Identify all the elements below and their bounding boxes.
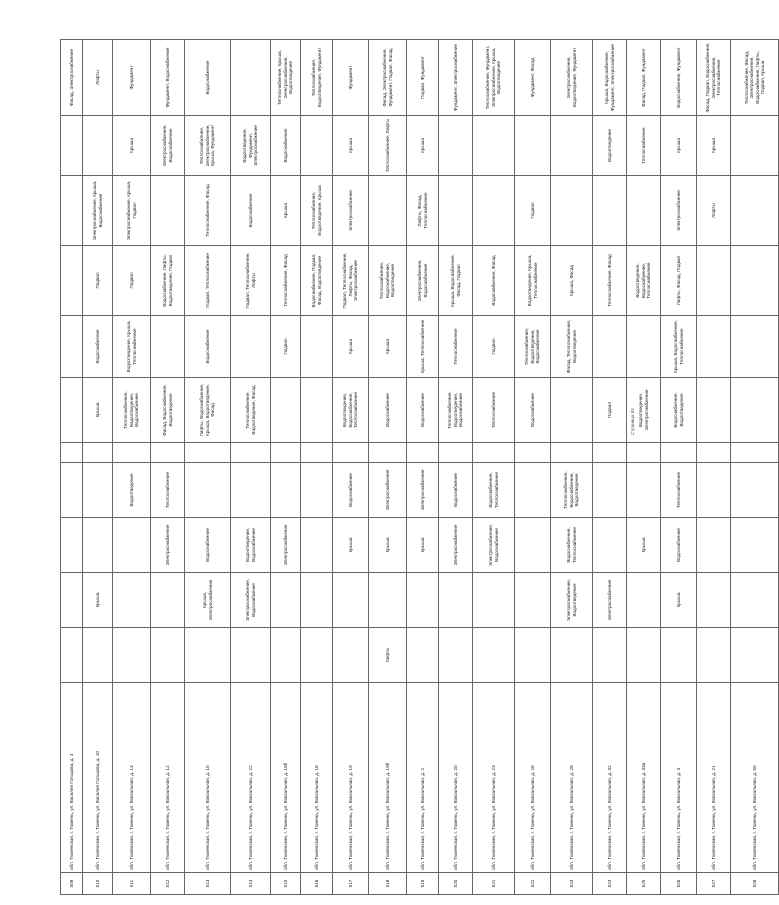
work-cell: Водоотведение — [113, 463, 151, 518]
work-cell: Подвал — [271, 316, 301, 378]
work-cell — [231, 443, 271, 463]
work-cell — [271, 443, 301, 463]
work-cell — [61, 573, 83, 628]
table-row — [301, 40, 333, 895]
table-row — [473, 40, 515, 895]
work-cell: Водоотведение — [593, 116, 627, 176]
work-cell — [515, 463, 551, 518]
work-cell — [731, 176, 779, 246]
row-number: 525 — [627, 873, 661, 895]
work-cell: Электроснабжение, Водоотведение, Фундамент — [551, 40, 593, 116]
page-number: Страница 83 — [630, 408, 635, 435]
work-cell — [551, 443, 593, 463]
work-cell: Теплоснабжение, Фундамент, Электроснабжение, Крыша, Водоотведение — [473, 40, 515, 116]
work-cell — [697, 316, 731, 378]
work-cell — [551, 378, 593, 443]
work-cell: Водоснабжение, Подвал, Фасад, Водоотведение — [301, 246, 333, 316]
work-cell — [697, 378, 731, 443]
work-cell: Лифты — [369, 628, 407, 683]
work-cell: Водоснабжение — [83, 316, 113, 378]
work-cell: Фундамент — [113, 40, 151, 116]
work-cell — [407, 443, 439, 463]
work-cell — [593, 463, 627, 518]
work-cell: Водоснабжение — [271, 116, 301, 176]
work-cell — [627, 573, 661, 628]
address-cell: обл. Тюменская, г. Тюмень, ул. Вокзальная, д. 19 — [333, 683, 369, 873]
work-cell: Лифты — [83, 40, 113, 116]
work-cell: Подвал, Теплоснабжение, Лифты, Фасад, Электроснабжение — [333, 246, 369, 316]
work-cell: Электроснабжение — [369, 463, 407, 518]
work-cell: Подвал — [113, 246, 151, 316]
address-cell: обл. Тюменская, г. Тюмень, ул. Вокзальная, д. 21 — [697, 683, 731, 873]
work-cell: Водоснабжение, Фасад — [473, 246, 515, 316]
work-cell: Водоснабжение — [231, 176, 271, 246]
table-row — [61, 40, 83, 895]
table-row — [697, 40, 731, 895]
work-cell: Теплоснабжение, Водоснабжение, Водоотведение — [551, 463, 593, 518]
work-cell: Водоснабжение, Фундамент — [661, 40, 697, 116]
row-number: 516 — [301, 873, 333, 895]
work-cell: Теплоснабжение, Водоотведение, Крыша — [301, 176, 333, 246]
work-cell: Фасад, Подвал, Фундамент — [627, 40, 661, 116]
address-cell: обл. Тюменская, г. Тюмень, ул. Вокзальная, д. 15 — [185, 683, 231, 873]
work-cell — [593, 518, 627, 573]
work-cell — [61, 443, 83, 463]
work-cell: Крыша — [333, 316, 369, 378]
row-number: 528 — [731, 873, 779, 895]
work-cell — [515, 573, 551, 628]
work-cell: Фундамент, Водоснабжение — [151, 40, 185, 116]
address-cell: обл. Тюменская, г. Тюмень, ул. Вокзальная, д. 23 — [473, 683, 515, 873]
work-cell — [61, 176, 83, 246]
work-cell: Теплоснабжение, Крыша, Электроснабжение, Водоотведение — [271, 40, 301, 116]
work-cell: Водоснабжение — [661, 518, 697, 573]
work-cell: Подвал — [515, 176, 551, 246]
work-cell — [185, 443, 231, 463]
work-cell — [61, 463, 83, 518]
work-cell: Теплоснабжение — [661, 463, 697, 518]
work-cell: Водоснабжение, Теплоснабжение — [473, 463, 515, 518]
work-cell: Водоснабжение — [515, 378, 551, 443]
work-cell: Водоотведение, Фундамент, Электроснабжение — [231, 116, 271, 176]
work-cell — [271, 573, 301, 628]
work-cell: Водоснабжение, Водоотведение — [661, 378, 697, 443]
work-cell — [697, 443, 731, 463]
work-cell: Лифты, Фасад, Подвал — [661, 246, 697, 316]
work-cell: Водоснабжение, Лифты, Водоотведение, Подвал — [151, 246, 185, 316]
row-number: 521 — [473, 873, 515, 895]
address-cell: обл. Тюменская, г. Тюмень, ул. Вокзальная, д. 19б — [369, 683, 407, 873]
work-cell: Электроснабжение — [271, 518, 301, 573]
work-cell: Электроснабжение — [151, 518, 185, 573]
work-cell: Теплоснабжение, Водоотведение, Фундамент — [301, 40, 333, 116]
work-cell: Электроснабжение — [661, 176, 697, 246]
work-cell: Крыша, Теплоснабжение — [407, 316, 439, 378]
work-cell: Электроснабжение, Водоснабжение — [231, 573, 271, 628]
work-cell: Крыша, Водоснабжение, Теплоснабжение — [661, 316, 697, 378]
work-cell — [551, 176, 593, 246]
work-cell — [731, 378, 779, 443]
work-cell: Электроснабжение — [593, 573, 627, 628]
address-cell: обл. Тюменская, г. Тюмень, ул. Вокзальная, д. 18 — [301, 683, 333, 873]
work-cell — [185, 463, 231, 518]
work-cell: Крыша, Электроснабжение — [185, 573, 231, 628]
work-cell — [301, 573, 333, 628]
work-cell: Теплоснабжение, Фасад, Электроснабжение, Водоснабжение, Лифты, Подвал, Крыша — [731, 40, 779, 116]
work-cell — [439, 628, 473, 683]
work-cell: Водоснабжение — [333, 463, 369, 518]
work-cell: Крыша — [83, 378, 113, 443]
work-cell: Крыша — [369, 316, 407, 378]
work-cell — [231, 40, 271, 116]
work-cell — [473, 116, 515, 176]
table-row — [151, 40, 185, 895]
work-cell: Подвал — [473, 316, 515, 378]
work-cell — [439, 116, 473, 176]
table-row — [83, 40, 113, 895]
row-number: 511 — [113, 873, 151, 895]
work-cell: Теплоснабжение, Водоотведение, Водоснабжение — [515, 316, 551, 378]
row-number: 512 — [151, 873, 185, 895]
work-cell — [515, 443, 551, 463]
work-cell: Теплоснабжение, Водоотведение, Водоснабжение — [439, 378, 473, 443]
work-cell: Теплоснабжение — [627, 116, 661, 176]
work-cell — [551, 628, 593, 683]
table-row — [271, 40, 301, 895]
work-cell — [515, 116, 551, 176]
work-cell: Крыша — [661, 573, 697, 628]
work-cell — [83, 518, 113, 573]
work-cell: Водоснабжение, Теплоснабжение — [551, 518, 593, 573]
work-cell: Крыша, Водоснабжение, Фасад, Подвал — [439, 246, 473, 316]
work-cell: Электроснабжение, Водоотведение — [551, 573, 593, 628]
work-cell — [151, 316, 185, 378]
work-cell — [231, 628, 271, 683]
work-cell: Теплоснабжение, Фасад — [185, 176, 231, 246]
work-cell: Теплоснабжение, Фасад — [271, 246, 301, 316]
work-cell — [407, 573, 439, 628]
work-cell: Крыша — [407, 116, 439, 176]
work-cell: Крыша — [333, 116, 369, 176]
work-cell — [439, 443, 473, 463]
work-cell: Подвал, Теплоснабжение, Лифты — [231, 246, 271, 316]
row-number: 526 — [661, 873, 697, 895]
work-cell: Лифты — [697, 176, 731, 246]
work-cell — [271, 463, 301, 518]
work-cell — [333, 573, 369, 628]
work-cell: Подвал, Фундамент — [407, 40, 439, 116]
table-row — [731, 40, 779, 895]
work-cell: Подвал — [83, 246, 113, 316]
work-cell — [593, 316, 627, 378]
table-row — [551, 40, 593, 895]
work-cell — [61, 378, 83, 443]
work-cell: Фундамент, Фасад — [515, 40, 551, 116]
work-cell: Фундамент, Электроснабжение — [439, 40, 473, 116]
work-cell: Водоснабжение — [369, 378, 407, 443]
table-row — [185, 40, 231, 895]
work-cell: Электроснабжение, Водоснабжение — [473, 518, 515, 573]
work-cell: Электроснабжение, Водоснабжение — [407, 246, 439, 316]
row-number: 515 — [271, 873, 301, 895]
work-cell — [731, 628, 779, 683]
work-cell — [151, 573, 185, 628]
work-cell — [661, 443, 697, 463]
work-cell: Фундамент — [333, 40, 369, 116]
work-cell — [439, 573, 473, 628]
work-cell — [83, 463, 113, 518]
work-cell — [627, 443, 661, 463]
address-cell: обл. Тюменская, г. Тюмень, ул. Василия Гольцова, д. 10 — [83, 683, 113, 873]
work-cell: Теплоснабжение — [151, 463, 185, 518]
work-cell — [593, 176, 627, 246]
work-cell — [473, 176, 515, 246]
row-number: 513 — [185, 873, 231, 895]
work-cell: Лифты, Водоснабжение, Крыша, Водоотведение, Фасад — [185, 378, 231, 443]
work-cell — [593, 443, 627, 463]
work-cell — [113, 573, 151, 628]
address-cell: обл. Тюменская, г. Тюмень, ул. Вокзальная, д. 22 — [231, 683, 271, 873]
work-cell — [369, 443, 407, 463]
row-number: 509 — [61, 873, 83, 895]
work-cell: Крыша, Водоснабжение, Фундамент, Электроснабжение — [593, 40, 627, 116]
address-cell: обл. Тюменская, г. Тюмень, ул. Вокзальная, д. 14 — [113, 683, 151, 873]
address-cell: обл. Тюменская, г. Тюмень, ул. Вокзальная, д. 20 — [439, 683, 473, 873]
row-number: 514 — [231, 873, 271, 895]
work-cell — [83, 628, 113, 683]
work-cell: Водоснабжение — [185, 40, 231, 116]
work-cell: Крыша — [271, 176, 301, 246]
table-row — [369, 40, 407, 895]
work-cell — [301, 116, 333, 176]
work-cell — [113, 628, 151, 683]
address-cell: обл. Тюменская, г. Тюмень, ул. Вокзальная, д. 4 — [661, 683, 697, 873]
work-cell: Крыша — [407, 518, 439, 573]
work-cell — [113, 518, 151, 573]
work-cell — [731, 463, 779, 518]
table-row — [333, 40, 369, 895]
work-cell: Фасад, Теплоснабжение, Водоотведение — [551, 316, 593, 378]
work-cell: Теплоснабжение, Водоснабжение, Водоотведение — [369, 246, 407, 316]
work-cell: Водоотведение, Крыша, Теплоснабжение — [113, 316, 151, 378]
address-cell: обл. Тюменская, г. Тюмень, ул. Вокзальная, д. 2 — [407, 683, 439, 873]
work-cell — [369, 573, 407, 628]
work-cell — [627, 316, 661, 378]
work-cell — [731, 518, 779, 573]
work-cell — [731, 246, 779, 316]
row-number: 520 — [439, 873, 473, 895]
work-cell — [333, 628, 369, 683]
work-cell — [697, 246, 731, 316]
work-cell: Водоотведение, Электроснабжение — [627, 378, 661, 443]
work-cell — [61, 316, 83, 378]
work-cell: Водоотведение, Водоснабжение, Теплоснабжение — [333, 378, 369, 443]
work-cell — [593, 628, 627, 683]
address-cell: обл. Тюменская, г. Тюмень, ул. Вокзальная, д. 32 — [593, 683, 627, 873]
work-cell: Водоснабжение — [185, 518, 231, 573]
work-cell: Теплоснабжение, Фасад — [593, 246, 627, 316]
table-row — [439, 40, 473, 895]
work-cell: Водоснабжение — [439, 463, 473, 518]
address-cell: обл. Тюменская, г. Тюмень, ул. Вокзальная, д. 28 — [551, 683, 593, 873]
table-row — [593, 40, 627, 895]
work-cell: Фасад, Электроснабжение — [61, 40, 83, 116]
work-cell — [731, 573, 779, 628]
work-cell — [439, 176, 473, 246]
work-cell — [731, 316, 779, 378]
work-cell: Лифты, Фасад, Теплоснабжение — [407, 176, 439, 246]
work-cell — [61, 628, 83, 683]
repair-schedule-table — [60, 39, 779, 895]
work-cell: Водоотведение, Водоснабжение, Теплоснабжение — [627, 246, 661, 316]
work-cell — [473, 628, 515, 683]
work-cell: Водоотведение, Водоснабжение — [231, 518, 271, 573]
work-cell: Крыша — [83, 573, 113, 628]
address-cell: обл. Тюменская, г. Тюмень, ул. Василия Гольцова, д. 3 — [61, 683, 83, 873]
work-cell — [271, 628, 301, 683]
row-number: 523 — [551, 873, 593, 895]
table-row — [231, 40, 271, 895]
row-number: 527 — [697, 873, 731, 895]
work-cell — [301, 518, 333, 573]
work-cell — [185, 628, 231, 683]
work-cell: Электроснабжение — [407, 463, 439, 518]
table-row — [113, 40, 151, 895]
work-cell — [301, 628, 333, 683]
work-cell — [61, 518, 83, 573]
work-cell: Крыша — [369, 518, 407, 573]
work-cell: Электроснабжение, Крыша, Подвал — [113, 176, 151, 246]
work-cell — [231, 316, 271, 378]
work-cell — [627, 628, 661, 683]
row-number: 517 — [333, 873, 369, 895]
work-cell: Электроснабжение — [439, 518, 473, 573]
work-cell — [407, 628, 439, 683]
work-cell — [515, 628, 551, 683]
work-cell — [515, 518, 551, 573]
work-cell — [333, 443, 369, 463]
work-cell — [61, 116, 83, 176]
work-cell — [551, 116, 593, 176]
work-cell — [627, 463, 661, 518]
work-cell: Теплоснабжение — [473, 378, 515, 443]
row-number: 524 — [593, 873, 627, 895]
address-cell: обл. Тюменская, г. Тюмень, ул. Вокзальная, д. 33а — [627, 683, 661, 873]
work-cell — [271, 378, 301, 443]
work-cell — [301, 378, 333, 443]
work-cell: Теплоснабжение, Водоотведение, Фасад — [231, 378, 271, 443]
work-cell: Водоснабжение — [185, 316, 231, 378]
work-cell — [61, 246, 83, 316]
work-cell: Водоснабжение — [407, 378, 439, 443]
work-cell — [151, 443, 185, 463]
work-cell — [83, 116, 113, 176]
table-row — [515, 40, 551, 895]
work-cell — [697, 628, 731, 683]
address-cell: обл. Тюменская, г. Тюмень, ул. Вокзальная, д. 12 — [151, 683, 185, 873]
work-cell — [697, 573, 731, 628]
work-cell: Крыша, Фасад — [551, 246, 593, 316]
address-cell: обл. Тюменская, г. Тюмень, ул. Вокзальная, д. 18б — [271, 683, 301, 873]
work-cell — [83, 443, 113, 463]
work-cell: Крыша — [697, 116, 731, 176]
work-cell — [731, 116, 779, 176]
work-cell — [113, 443, 151, 463]
work-cell: Крыша — [661, 116, 697, 176]
work-cell: Электроснабжение, Водоснабжение — [151, 116, 185, 176]
table-row — [627, 40, 661, 895]
work-cell: Теплоснабжение, Лифты — [369, 116, 407, 176]
table-body — [61, 40, 779, 895]
row-number: 510 — [83, 873, 113, 895]
work-cell — [151, 628, 185, 683]
work-cell: Водоотведение, Крыша, Теплоснабжение — [515, 246, 551, 316]
work-cell — [661, 628, 697, 683]
work-cell: Теплоснабжение, Электроснабжение, Крыша, Фундамент — [185, 116, 231, 176]
work-cell — [301, 443, 333, 463]
work-cell: Подвал — [593, 378, 627, 443]
work-cell — [151, 176, 185, 246]
work-cell: Теплоснабжение — [439, 316, 473, 378]
work-cell — [301, 316, 333, 378]
work-cell: Электроснабжение, Крыша, Водоснабжение — [83, 176, 113, 246]
work-cell: Крыша — [333, 518, 369, 573]
address-cell: обл. Тюменская, г. Тюмень, ул. Вокзальная, д. 55 — [731, 683, 779, 873]
work-cell: Фасад, Электроснабжение, Фундамент, Подвал, Фасад — [369, 40, 407, 116]
table-row — [661, 40, 697, 895]
work-cell: Подвал, Теплоснабжение — [185, 246, 231, 316]
work-cell — [231, 463, 271, 518]
address-cell: обл. Тюменская, г. Тюмень, ул. Вокзальная, д. 26 — [515, 683, 551, 873]
work-cell: Крыша — [113, 116, 151, 176]
work-cell — [301, 463, 333, 518]
row-number: 519 — [407, 873, 439, 895]
work-cell: Электроснабжение — [333, 176, 369, 246]
work-cell — [369, 176, 407, 246]
table-row — [407, 40, 439, 895]
work-cell: Крыша — [627, 518, 661, 573]
work-cell: Фасад, Подвал, Водоснабжение, Электроснабжение, Теплоснабжение — [697, 40, 731, 116]
work-cell — [473, 443, 515, 463]
work-cell: Теплоснабжение, Водоотведение, Водоснабжение — [113, 378, 151, 443]
work-cell — [473, 573, 515, 628]
work-cell — [627, 176, 661, 246]
work-cell: Фасад, Водоснабжение, Водоотведение — [151, 378, 185, 443]
row-number: 518 — [369, 873, 407, 895]
work-cell — [697, 463, 731, 518]
row-number: 522 — [515, 873, 551, 895]
work-cell — [731, 443, 779, 463]
work-cell — [697, 518, 731, 573]
